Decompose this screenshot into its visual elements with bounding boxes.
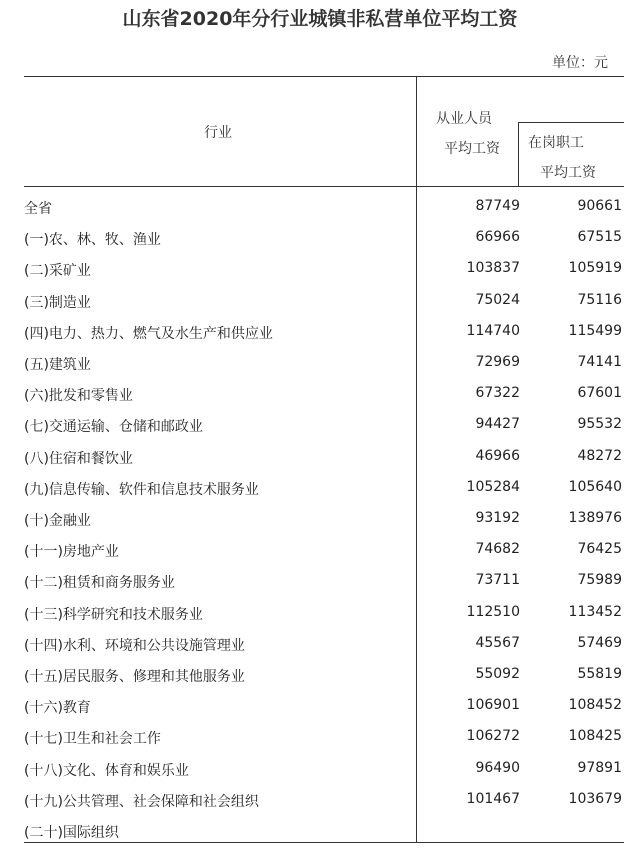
row-industry-name: (十三)科学研究和技术服务业 (24, 606, 203, 623)
row-all-staff-wage: 105284 (466, 478, 520, 495)
row-on-post-wage: 75116 (577, 291, 622, 308)
table-row (24, 722, 624, 753)
table-row (24, 192, 624, 223)
row-all-staff-wage: 55092 (475, 666, 520, 682)
header-all-staff-line2: 平均工资 (444, 141, 500, 157)
row-all-staff-wage: 74682 (475, 541, 520, 558)
row-industry-name: (十八)文化、体育和娱乐业 (24, 762, 189, 779)
table-row (24, 410, 624, 441)
row-industry-name: (七)交通运输、仓储和邮政业 (24, 419, 203, 436)
row-all-staff-wage: 114740 (466, 322, 520, 339)
row-industry-name: (十一)房地产业 (24, 544, 119, 561)
row-on-post-wage: 95532 (577, 416, 622, 433)
row-all-staff-wage: 94427 (475, 416, 520, 433)
table-row (24, 660, 624, 691)
row-on-post-wage: 48272 (577, 447, 622, 464)
row-on-post-wage: 90661 (577, 198, 622, 214)
subheader-divider (518, 122, 519, 186)
row-on-post-wage: 115499 (568, 322, 622, 339)
row-on-post-wage: 55819 (577, 666, 622, 682)
table-row (24, 535, 624, 566)
row-industry-name: (二十)国际组织 (24, 825, 119, 841)
row-on-post-wage: 97891 (577, 759, 622, 776)
table-row (24, 223, 624, 254)
table-title: 山东省2020年分行业城镇非私营单位平均工资 (122, 8, 518, 30)
table-row (24, 442, 624, 473)
top-rule (24, 76, 624, 77)
row-all-staff-wage: 45567 (475, 634, 520, 651)
table-row (24, 566, 624, 597)
table-row (24, 629, 624, 660)
subheader-rule (518, 122, 624, 123)
table-row (24, 379, 624, 410)
row-on-post-wage: 74141 (577, 354, 622, 370)
row-industry-name: 全省 (24, 201, 52, 217)
row-industry-name: (十二)租赁和商务服务业 (24, 575, 175, 592)
header-on-post-line2: 平均工资 (540, 165, 596, 181)
table-row (24, 317, 624, 348)
table-row (24, 473, 624, 504)
table-row (24, 348, 624, 379)
row-industry-name: (十五)居民服务、修理和其他服务业 (24, 669, 245, 685)
row-industry-name: (十六)教育 (24, 700, 91, 717)
row-all-staff-wage: 67322 (475, 385, 520, 402)
row-on-post-wage: 108425 (568, 728, 622, 745)
row-industry-name: (九)信息传输、软件和信息技术服务业 (24, 481, 259, 498)
row-all-staff-wage: 103837 (466, 260, 520, 277)
table-row (24, 286, 624, 317)
row-all-staff-wage: 96490 (475, 759, 520, 776)
row-all-staff-wage: 87749 (475, 198, 520, 214)
row-on-post-wage: 113452 (568, 603, 622, 620)
row-on-post-wage: 138976 (568, 510, 622, 526)
table-row (24, 598, 624, 629)
row-industry-name: (一)农、林、牧、渔业 (24, 232, 161, 249)
header-on-post-line1: 在岗职工 (528, 135, 584, 151)
row-industry-name: (十)金融业 (24, 513, 91, 529)
row-on-post-wage: 67601 (577, 385, 622, 402)
table-row (24, 254, 624, 285)
header-bottom-rule (24, 186, 624, 187)
row-all-staff-wage: 101467 (466, 790, 520, 807)
row-on-post-wage: 108452 (568, 697, 622, 714)
table-row (24, 504, 624, 535)
table-row (24, 754, 624, 785)
row-all-staff-wage: 93192 (475, 510, 520, 526)
row-on-post-wage: 75989 (577, 572, 622, 589)
row-all-staff-wage: 106272 (466, 728, 520, 745)
row-all-staff-wage: 75024 (475, 291, 520, 308)
row-on-post-wage: 76425 (577, 541, 622, 558)
row-on-post-wage: 105919 (568, 260, 622, 277)
row-all-staff-wage: 73711 (475, 572, 520, 589)
row-on-post-wage: 57469 (577, 634, 622, 651)
row-on-post-wage: 67515 (577, 229, 622, 246)
row-industry-name: (六)批发和零售业 (24, 388, 133, 405)
row-industry-name: (十四)水利、环境和公共设施管理业 (24, 637, 245, 654)
row-industry-name: (八)住宿和餐饮业 (24, 450, 133, 467)
table-row (24, 691, 624, 722)
row-industry-name: (五)建筑业 (24, 357, 91, 373)
row-industry-name: (十九)公共管理、社会保障和社会组织 (24, 793, 259, 810)
header-industry: 行业 (204, 125, 232, 141)
header-all-staff-line1: 从业人员 (436, 111, 492, 127)
row-all-staff-wage: 66966 (475, 229, 520, 246)
row-industry-name: (四)电力、热力、燃气及水生产和供应业 (24, 325, 273, 342)
row-on-post-wage: 103679 (568, 790, 622, 807)
row-industry-name: (十七)卫生和社会工作 (24, 731, 161, 748)
unit-label: 单位：元 (552, 55, 608, 71)
row-industry-name: (三)制造业 (24, 294, 91, 311)
table-row (24, 785, 624, 816)
row-industry-name: (二)采矿业 (24, 263, 91, 280)
row-all-staff-wage: 46966 (475, 447, 520, 464)
row-all-staff-wage: 112510 (466, 603, 520, 620)
table-row (24, 816, 624, 847)
row-on-post-wage: 105640 (568, 478, 622, 495)
row-all-staff-wage: 72969 (475, 354, 520, 370)
row-all-staff-wage: 106901 (466, 697, 520, 714)
